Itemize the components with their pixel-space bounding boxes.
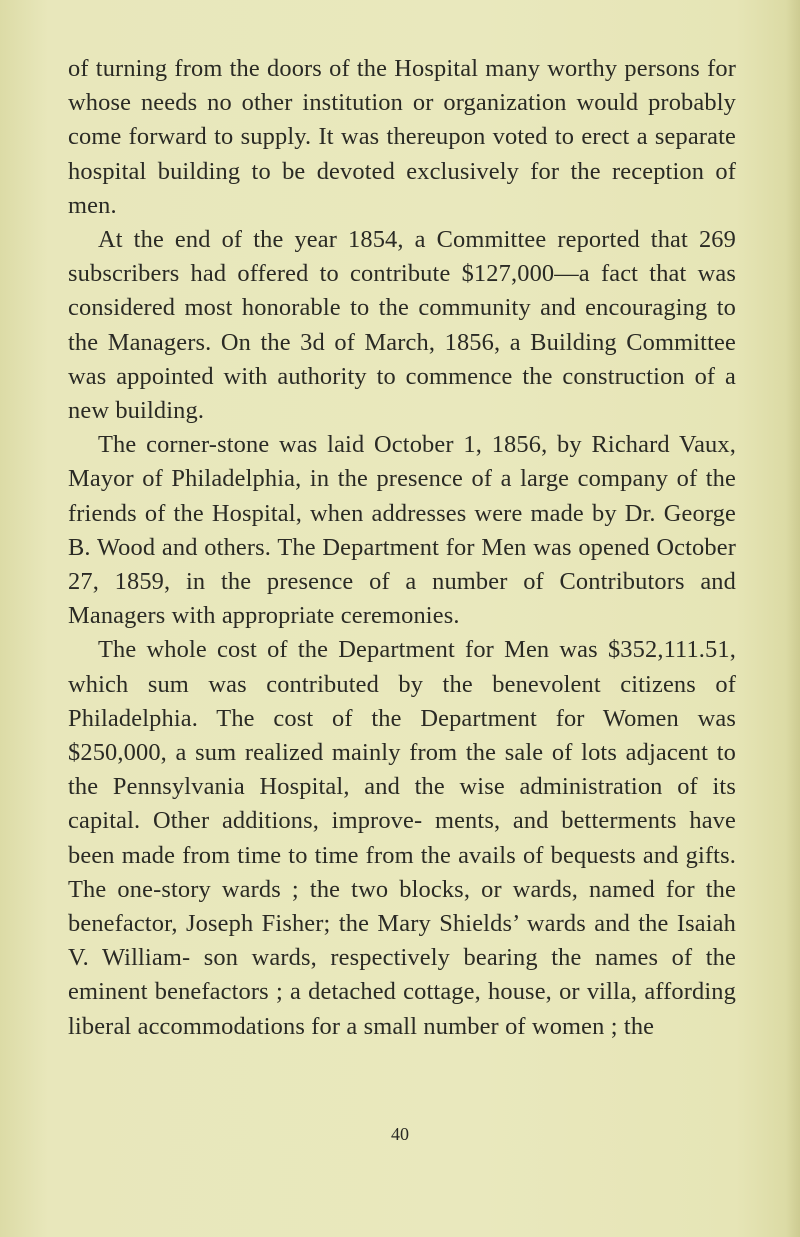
paragraph-committee-report: At the end of the year 1854, a Committee reported that 269 subscribers had offered to contribute $127,000—a fact that was considered most honorable to the community and encouraging to the Managers. On the 3d of March, 1856, a Building Committee was appointed with authority to commence the construction of a new building. [68, 226, 736, 425]
page-number: 40 [391, 1124, 409, 1144]
paragraph-cost: The whole cost of the Department for Men was $352,111.51, which sum was contributed by the benevolent citizens of Philadelphia. The cost of the Department for Women was $250,000, a sum realized mainly from the sale of lots adjacent to the Pennsylvania Hospital, and the wise administration of its capital. Other additions, improve- ments, and betterments have been made from time to time from the avails of bequests and gifts. The one-story wards ; the two blocks, or wards, named for the benefactor, Joseph Fisher; the Mary Shields’ wards and the Isaiah V. William- son wards, respectively bearing the names of the eminent benefactors ; a detached cottage, house, or villa, affording liberal accommodations for a small number of women ; the [68, 636, 736, 1040]
paragraph-continued: of turning from the doors of the Hospital many worthy persons for whose needs no other institution or organization would probably come forward to supply. It was thereupon voted to erect a separate hospital building to be devoted exclusively for the reception of men. [68, 55, 736, 219]
body-text [68, 52, 736, 1044]
paragraph-corner-stone: The corner-stone was laid October 1, 1856, by Richard Vaux, Mayor of Philadelphia, in the presence of a large company of the friends of the Hospital, when addresses were made by Dr. George B. Wood and others. The Department for Men was opened October 27, 1859, in the presence of a number of Contributors and Managers with appropriate ceremonies. [68, 431, 736, 630]
